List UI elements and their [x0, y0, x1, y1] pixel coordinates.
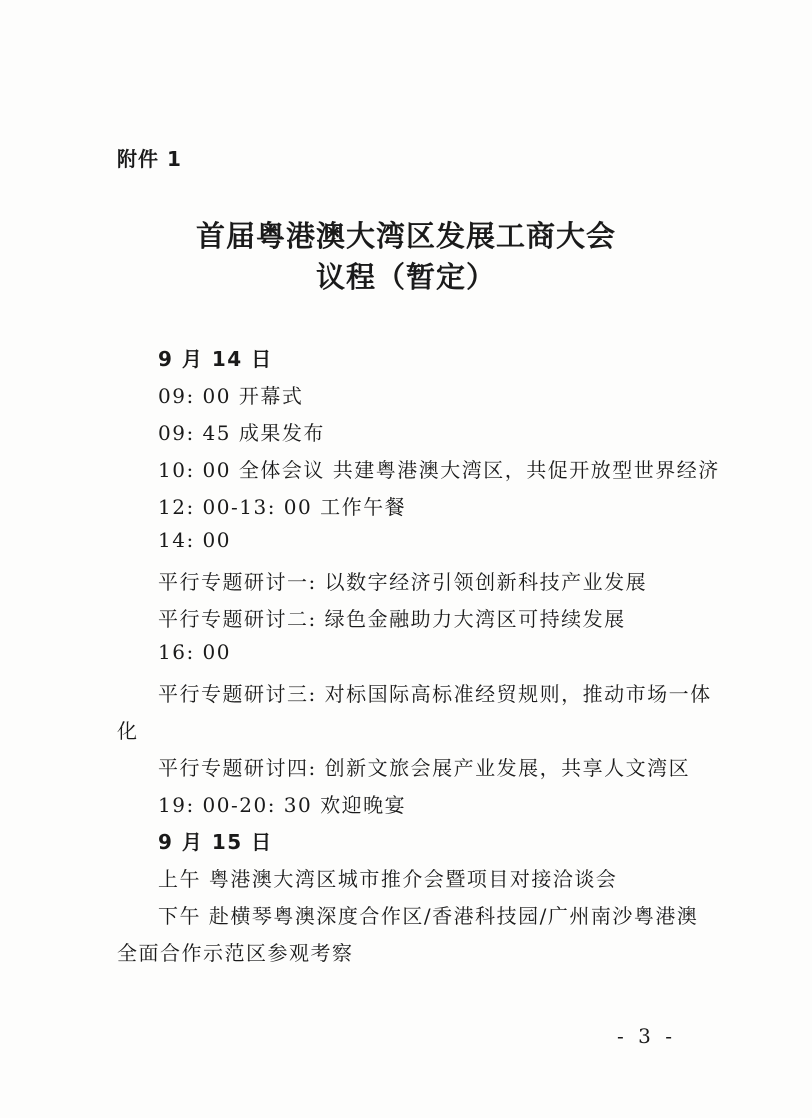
agenda-item: 上午 粤港澳大湾区城市推介会暨项目对接洽谈会 [158, 867, 618, 891]
agenda-item-wrap: 全面合作示范区参观考察 [117, 941, 354, 965]
agenda-item-wrap: 化 [117, 719, 139, 743]
agenda-item: 12: 00-13: 00 工作午餐 [158, 495, 407, 519]
agenda-item: 09: 00 开幕式 [158, 384, 304, 408]
agenda-item: 10: 00 全体会议 共建粤港澳大湾区，共促开放型世界经济 [158, 458, 720, 482]
agenda-item: 16: 00 [158, 640, 231, 664]
agenda-item: 平行专题研讨二: 绿色金融助力大湾区可持续发展 [158, 607, 626, 631]
agenda-item: 平行专题研讨一: 以数字经济引领创新科技产业发展 [158, 570, 648, 594]
attachment-label: 附件 1 [117, 147, 182, 171]
document-subtitle: 议程（暂定） [315, 260, 496, 294]
agenda-item: 19: 00-20: 30 欢迎晚宴 [158, 793, 407, 817]
agenda-item: 平行专题研讨四: 创新文旅会展产业发展，共享人文湾区 [158, 756, 691, 780]
agenda-item: 14: 00 [158, 528, 231, 552]
document-title: 首届粤港澳大湾区发展工商大会 [195, 219, 616, 253]
agenda-item: 09: 45 成果发布 [158, 421, 325, 445]
agenda-item: 平行专题研讨三: 对标国际高标准经贸规则，推动市场一体 [158, 682, 712, 706]
day1-date: 9 月 14 日 [158, 347, 273, 371]
day2-date: 9 月 15 日 [158, 830, 273, 854]
page-number: - 3 - [617, 1024, 676, 1048]
agenda-item: 下午 赴横琴粤澳深度合作区/香港科技园/广州南沙粤港澳 [158, 904, 699, 928]
